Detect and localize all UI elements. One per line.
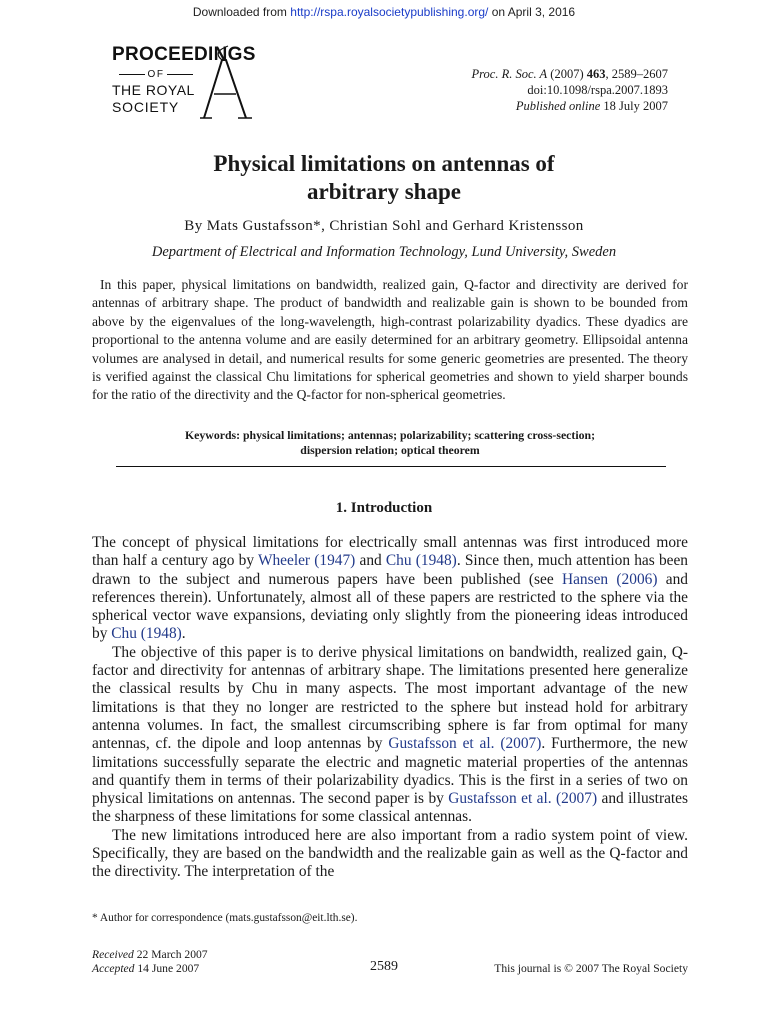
logo-of-word: OF [147, 69, 165, 80]
logo-society-text: SOCIETY [112, 99, 180, 115]
logo-proceedings-text: PROCEEDINGS [112, 44, 256, 65]
ref-link-gustafsson-2007[interactable]: Gustafsson et al. (2007) [388, 735, 542, 753]
citation-published-date: 18 July 2007 [600, 99, 668, 113]
body-text-run: . Furthermore, the new limitations successfully separate the electric and magnetic material properties of the antennas and quantify them in terms of their polarizability dyadics. This is the first in a series of two on physical limitations on antennas. The second paper is by [92, 735, 688, 808]
citation-pages: , 2589–2607 [605, 67, 668, 81]
logo-letter-a-icon [198, 44, 254, 120]
download-banner [0, 5, 768, 19]
received-label: Received [92, 948, 134, 961]
citation-published-line [471, 98, 668, 114]
ref-link-gustafsson-2007-second[interactable]: Gustafsson et al. (2007) [448, 790, 598, 808]
copyright-line: This journal is © 2007 The Royal Society [494, 962, 688, 975]
citation-year: (2007) [547, 67, 587, 81]
accepted-label: Accepted [92, 962, 135, 975]
body-text-run: . [181, 625, 186, 643]
body-paragraph-1 [92, 534, 688, 644]
correspondence-footnote: * Author for correspondence (mats.gustafsson@eit.lth.se). [92, 912, 358, 924]
body-paragraph-3: The new limitations introduced here are also important from a radio system point of view. Specifically, they are based on the bandwidth and the realizable gain as well as the Q-factor and the directivity. The interpretation of the [92, 826, 688, 881]
abstract [92, 276, 688, 405]
title-line-1: Physical limitations on antennas of [213, 151, 555, 176]
body-text-run: and references therein). Unfortunately, almost all of these papers are restricted to the sphere via the spherical vector wave expansions, deviating only slightly from the pioneering ideas introduced by [92, 570, 688, 643]
citation-doi: doi:10.1098/rspa.2007.1893 [527, 83, 668, 97]
authors-line: By Mats Gustafsson*, Christian Sohl and Gerhard Kristensson [184, 218, 584, 234]
logo-the-royal-text: THE ROYAL [112, 82, 195, 98]
body-text-run: . Since then, much attention has been drawn to the subject and numerous papers have been published (see [92, 552, 689, 588]
page-number: 2589 [370, 959, 398, 974]
journal-logo [108, 44, 256, 120]
banner-prefix: Downloaded from [192, 5, 291, 19]
citation-published-label: Published online [515, 99, 601, 113]
body-paragraph-2 [92, 644, 688, 827]
received-date: 22 March 2007 [133, 948, 208, 961]
banner-suffix: on April 3, 2016 [488, 5, 576, 19]
citation-journal-line [471, 66, 668, 82]
banner-url-link[interactable]: http://rspa.royalsocietypublishing.org/ [290, 5, 489, 19]
body-text [92, 534, 688, 882]
body-text-run: The objective of this paper is to derive physical limitations on bandwidth, realized gain, Q-factor and directivity for antennas of arbitrary shape. The limitations presented here generalize the classical results by Chu in many aspects. The most important advantage of the new limitations is that they no longer are restricted to the sphere but instead hold for arbitrary antenna volumes. In fact, the smallest circumscribing sphere is far from optimal for many antennas, cf. the dipole and loop antennas by [92, 643, 688, 753]
citation-block [471, 66, 668, 114]
body-text-run: and [355, 552, 386, 570]
body-text-run: The concept of physical limitations for electrically small antennas was first introduced more than half a century ago by [92, 534, 688, 570]
keywords-block [92, 428, 688, 458]
ref-link-chu-1948-second[interactable]: Chu (1948) [111, 625, 182, 643]
ref-link-chu-1948[interactable]: Chu (1948) [385, 552, 457, 570]
affiliation-line: Department of Electrical and Information Technology, Lund University, Sweden [151, 244, 617, 260]
ref-link-wheeler-1947[interactable]: Wheeler (1947) [257, 552, 356, 570]
logo-of-text [110, 69, 202, 80]
body-text-run: and illustrates the sharpness of these limitations for some classical antennas. [92, 790, 688, 826]
keywords-line-2: dispersion relation; optical theorem [300, 443, 480, 457]
title-line-2: arbitrary shape [307, 179, 461, 204]
keywords-line-1: Keywords: physical limitations; antennas; polarizability; scattering cross-section; [184, 428, 596, 442]
accepted-date: 14 June 2007 [134, 962, 200, 975]
citation-journal: Proc. R. Soc. A [471, 67, 548, 81]
abstract-paragraph: In this paper, physical limitations on bandwidth, realized gain, Q-factor and directivity are derived for antennas of arbitrary shape. The product of bandwidth and realizable gain is shown to be bounded from above by the eigenvalues of the long-wavelength, high-contrast polarizability dyadics. These dyadics are proportional to the antenna volume and are easily determined for an arbitrary geometry. Ellipsoidal antenna volumes are analysed in detail, and numerical results for some generic geometries are presented. The theory is verified against the classical Chu limitations for spherical geometries and shown to yield sharper bounds for the ratio of the directivity and the Q-factor for non-spherical geometries. [92, 277, 688, 403]
ref-link-hansen-2006[interactable]: Hansen (2006) [561, 570, 658, 588]
citation-volume: 463 [586, 67, 606, 81]
keywords-divider [116, 466, 666, 467]
article-title [0, 150, 768, 206]
section-heading-introduction: 1. Introduction [335, 500, 433, 516]
